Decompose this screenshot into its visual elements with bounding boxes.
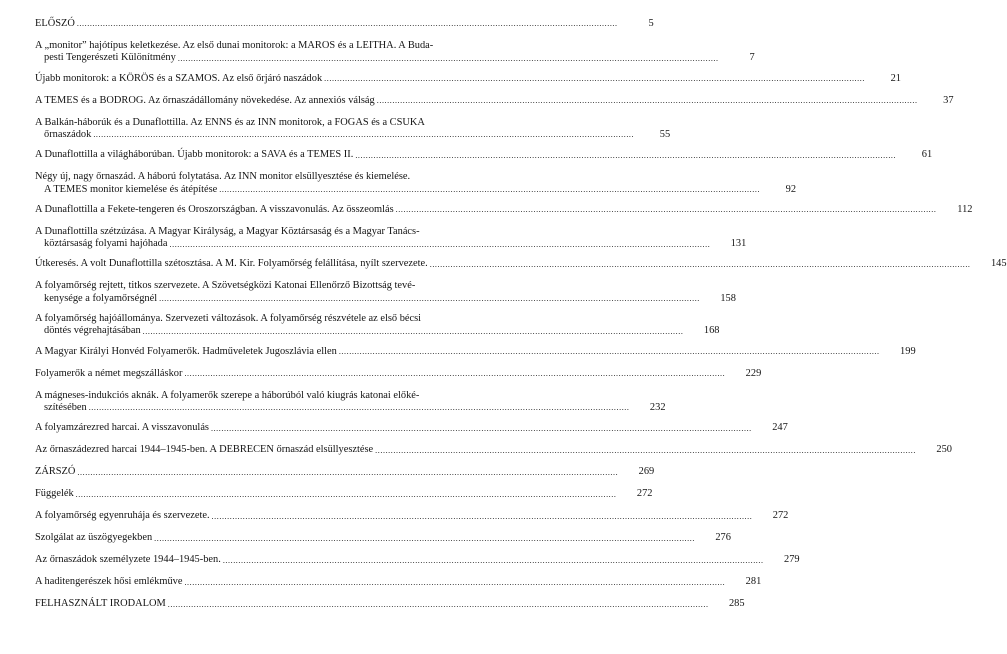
toc-entry (35, 94, 954, 107)
toc-entry-line (35, 117, 531, 129)
toc-entry-final-line (35, 554, 800, 566)
dot-leader (184, 577, 725, 589)
dot-leader (375, 445, 916, 457)
dot-leader (430, 259, 971, 271)
toc-page-number: 281 (745, 576, 762, 588)
toc-page-number: 55 (659, 129, 671, 141)
toc-entry-title: kenysége a folyamőrségnél (44, 292, 158, 304)
toc-entry-final-line (35, 325, 720, 337)
dot-leader (77, 18, 618, 30)
toc-entry-title: pesti Tengerészeti Különítmény (44, 52, 176, 64)
dot-leader (355, 150, 896, 162)
toc-entry-title: A Dunaflottilla a világháborúban. Újabb monitorok: a SAVA és a TEMES II. (35, 149, 354, 161)
dot-leader (396, 204, 937, 216)
toc-entry-final-line (35, 466, 655, 478)
toc-page-number: 92 (785, 183, 797, 195)
toc-page-number: 112 (957, 203, 973, 215)
toc-page-number: 168 (703, 325, 720, 337)
toc-entry (35, 510, 789, 522)
dot-leader (93, 129, 634, 141)
toc-entry (35, 116, 671, 142)
toc-entry-final-line (35, 258, 1007, 270)
toc-entry (35, 576, 762, 588)
toc-entry-title: A TEMES és a BODROG. Az őrnaszádállomány növekedése. Az annexiós válság (35, 94, 375, 106)
toc-entry (35, 345, 916, 358)
dot-leader (212, 511, 753, 523)
toc-entry-final-line (35, 52, 755, 64)
toc-page-number: 272 (772, 510, 789, 522)
toc-entry-final-line (35, 183, 797, 196)
toc-entry-final-line (35, 576, 762, 588)
toc-entry-title: A Balkán-háborúk és a Dunaflottilla. Az ENNS és az INN monitorok, a FOGAS és a CSUKA (35, 116, 425, 128)
toc-entry-title: A folyamőrség hajóállománya. Szervezeti változások. A folyamőrség részvétele az első bécsi (35, 313, 422, 325)
dot-leader (211, 423, 752, 435)
toc-page-number: 276 (715, 532, 731, 544)
toc-entry-title: A folyamőrség rejtett, titkos szervezete. A Szövetségközi Katonai Ellenőrző Bizottság tevé- (35, 280, 416, 292)
toc-entry-title: Az őrnaszádezred harcai 1944–1945-ben. A DEBRECEN őrnaszád elsüllyesztése (35, 444, 374, 456)
toc-entry-line (35, 280, 531, 292)
toc-entry (35, 444, 952, 456)
dot-leader (168, 599, 709, 611)
toc-page-number: 131 (730, 238, 747, 250)
toc-entry-title: Négy új, nagy őrnaszád. A háború folytatása. Az INN monitor elsüllyesztése és kiemelése. (35, 171, 411, 183)
toc-entry-final-line (35, 292, 736, 305)
toc-entry (35, 554, 800, 566)
dot-leader (170, 239, 711, 251)
dot-leader (154, 533, 695, 545)
toc-entry-title: A mágneses-indukciós aknák. A folyamerők szerepe a háborúból való kiugrás katonai előké- (35, 389, 420, 401)
toc-page-number: 250 (936, 444, 952, 456)
toc-entry-title: Az őrnaszádok személyzete 1944–1945-ben. (35, 554, 221, 566)
toc-page-number: 199 (900, 345, 916, 357)
toc-entry-line (35, 313, 531, 325)
dot-leader (143, 326, 684, 338)
toc-page-number: 7 (749, 52, 755, 64)
toc-entry-title: Útkeresés. A volt Dunaflottilla szétosztása. A M. Kir. Folyamőrség felállítása, nyílt szervezete. (35, 258, 428, 270)
toc-entry (35, 171, 797, 196)
toc-entry-final-line (35, 402, 666, 414)
toc-entry-title: A Dunaflottilla a Fekete-tengeren és Oroszországban. A visszavonulás. Az összeomlás (35, 203, 394, 215)
toc-entry-final-line (35, 598, 745, 610)
toc-page-number: 279 (784, 554, 800, 566)
toc-entry (35, 149, 933, 161)
toc-entry-final-line (35, 18, 654, 30)
toc-entry-title: A Dunaflottilla szétzúzása. A Magyar Királyság, a Magyar Köztársaság és a Magyar Tanács- (35, 225, 420, 237)
dot-leader (89, 402, 630, 414)
toc-entry-title: ZÁRSZÓ (35, 466, 76, 478)
toc-entry (35, 422, 788, 434)
table-of-contents (35, 18, 1007, 620)
toc-entry-title: A TEMES monitor kiemelése és átépítése (44, 183, 218, 195)
toc-entry-final-line (35, 488, 653, 500)
toc-entry (35, 258, 1007, 270)
toc-entry-final-line (35, 203, 973, 216)
dot-leader (223, 555, 764, 567)
toc-page-number: 272 (636, 488, 653, 500)
toc-entry (35, 313, 720, 338)
toc-entry-line (35, 171, 531, 183)
toc-page-number: 232 (649, 402, 666, 414)
dot-leader (77, 467, 618, 479)
toc-entry (35, 72, 901, 85)
toc-entry-title: Folyamerők a német megszálláskor (35, 367, 183, 379)
dot-leader (76, 489, 617, 501)
toc-entry-title: döntés végrehajtásában (44, 325, 141, 337)
toc-entry (35, 280, 736, 305)
toc-entry-title: ELŐSZÓ (35, 18, 75, 29)
toc-entry-title: A „monitor” hajótípus keletkezése. Az első dunai monitorok: a MAROS és a LEITHA. A Buda- (35, 40, 434, 51)
toc-page-number: 285 (728, 598, 745, 610)
toc-entry-title: Függelék (35, 488, 74, 500)
toc-entry-final-line (35, 238, 747, 250)
toc-entry-final-line (35, 149, 933, 161)
toc-entry-final-line (35, 94, 954, 107)
toc-entry-title: őrnaszádok (44, 129, 92, 141)
toc-entry-title: A folyamőrség egyenruhája és szervezete. (35, 510, 210, 522)
toc-entry-title: szítésében (44, 402, 87, 414)
toc-entry-line (35, 40, 531, 52)
toc-entry (35, 532, 731, 544)
dot-leader (178, 53, 719, 65)
dot-leader (219, 184, 760, 196)
toc-entry (35, 389, 666, 415)
toc-entry-title: FELHASZNÁLT IRODALOM (35, 598, 166, 610)
toc-entry-final-line (35, 367, 762, 380)
toc-entry-title: köztársaság folyami hajóhada (44, 238, 168, 250)
toc-entry-final-line (35, 129, 671, 141)
dot-leader (159, 293, 700, 305)
dot-leader (339, 346, 880, 358)
toc-entry-line (35, 226, 531, 238)
toc-page-number: 269 (638, 466, 655, 478)
toc-entry (35, 40, 755, 65)
toc-entry-title: Szolgálat az üszögyegekben (35, 532, 153, 544)
toc-entry (35, 598, 745, 610)
toc-entry-line (35, 390, 531, 402)
toc-entry (35, 18, 654, 30)
toc-entry (35, 225, 747, 251)
toc-page-number: 21 (890, 72, 901, 84)
toc-page-number: 37 (943, 94, 954, 106)
toc-page-number: 61 (921, 149, 933, 161)
toc-entry-title: Újabb monitorok: a KÖRÖS és a SZAMOS. Az első őrjáró naszádok (35, 72, 323, 84)
toc-page-number: 158 (720, 292, 736, 304)
toc-page-number: 145 (990, 258, 1007, 270)
dot-leader (184, 368, 725, 380)
toc-page-number: 229 (745, 367, 762, 379)
toc-entry-title: A Magyar Királyi Honvéd Folyamerők. Hadműveletek Jugoszlávia ellen (35, 345, 337, 357)
toc-page-number: 247 (772, 422, 788, 434)
toc-entry-final-line (35, 345, 916, 358)
toc-entry-final-line (35, 510, 789, 522)
toc-entry (35, 203, 973, 216)
dot-leader (377, 95, 918, 107)
toc-entry (35, 488, 653, 500)
toc-entry-final-line (35, 444, 952, 456)
toc-entry (35, 367, 762, 380)
toc-page-number: 5 (648, 18, 654, 29)
toc-entry-final-line (35, 72, 901, 85)
toc-entry (35, 466, 655, 478)
toc-entry-final-line (35, 422, 788, 434)
toc-entry-final-line (35, 532, 731, 544)
toc-entry-title: A folyamzárezred harcai. A visszavonulás (35, 422, 209, 434)
dot-leader (324, 73, 865, 85)
toc-entry-title: A haditengerészek hősi emlékműve (35, 576, 183, 588)
